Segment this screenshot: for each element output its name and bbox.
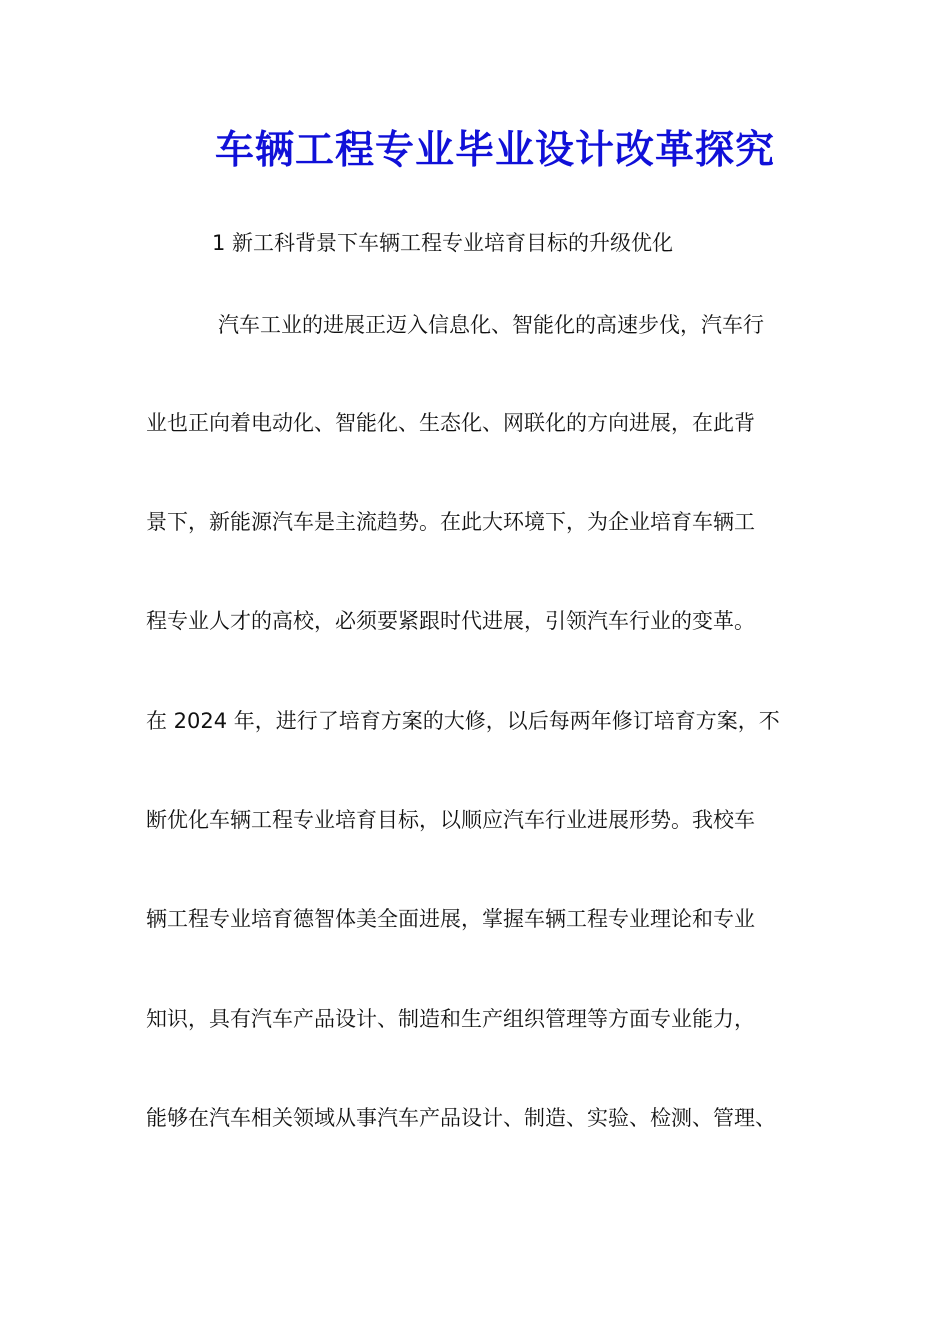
paragraph-line: 在 2024 年，进行了培育方案的大修，以后每两年修订培育方案，不 <box>146 709 780 733</box>
paragraph-line: 辆工程专业培育德智体美全面进展，掌握车辆工程专业理论和专业 <box>146 907 755 931</box>
paragraph-line: 知识，具有汽车产品设计、制造和生产组织管理等方面专业能力， <box>146 1007 755 1031</box>
section-heading: 1 新工科背景下车辆工程专业培育目标的升级优化 <box>212 231 674 255</box>
paragraph-line: 景下，新能源汽车是主流趋势。在此大环境下，为企业培育车辆工 <box>146 510 755 534</box>
paragraph-line: 业也正向着电动化、智能化、生态化、网联化的方向进展，在此背 <box>146 411 755 435</box>
paragraph-line: 能够在汽车相关领域从事汽车产品设计、制造、实验、检测、管理、 <box>146 1106 776 1130</box>
paragraph-line: 程专业人才的高校，必须要紧跟时代进展，引领汽车行业的变革。 <box>146 609 755 633</box>
paragraph-line: 断优化车辆工程专业培育目标，以顺应汽车行业进展形势。我校车 <box>146 808 755 832</box>
paragraph-line: 汽车工业的进展正迈入信息化、智能化的高速步伐，汽车行 <box>218 313 764 337</box>
document-title: 车辆工程专业毕业设计改革探究 <box>214 127 775 173</box>
